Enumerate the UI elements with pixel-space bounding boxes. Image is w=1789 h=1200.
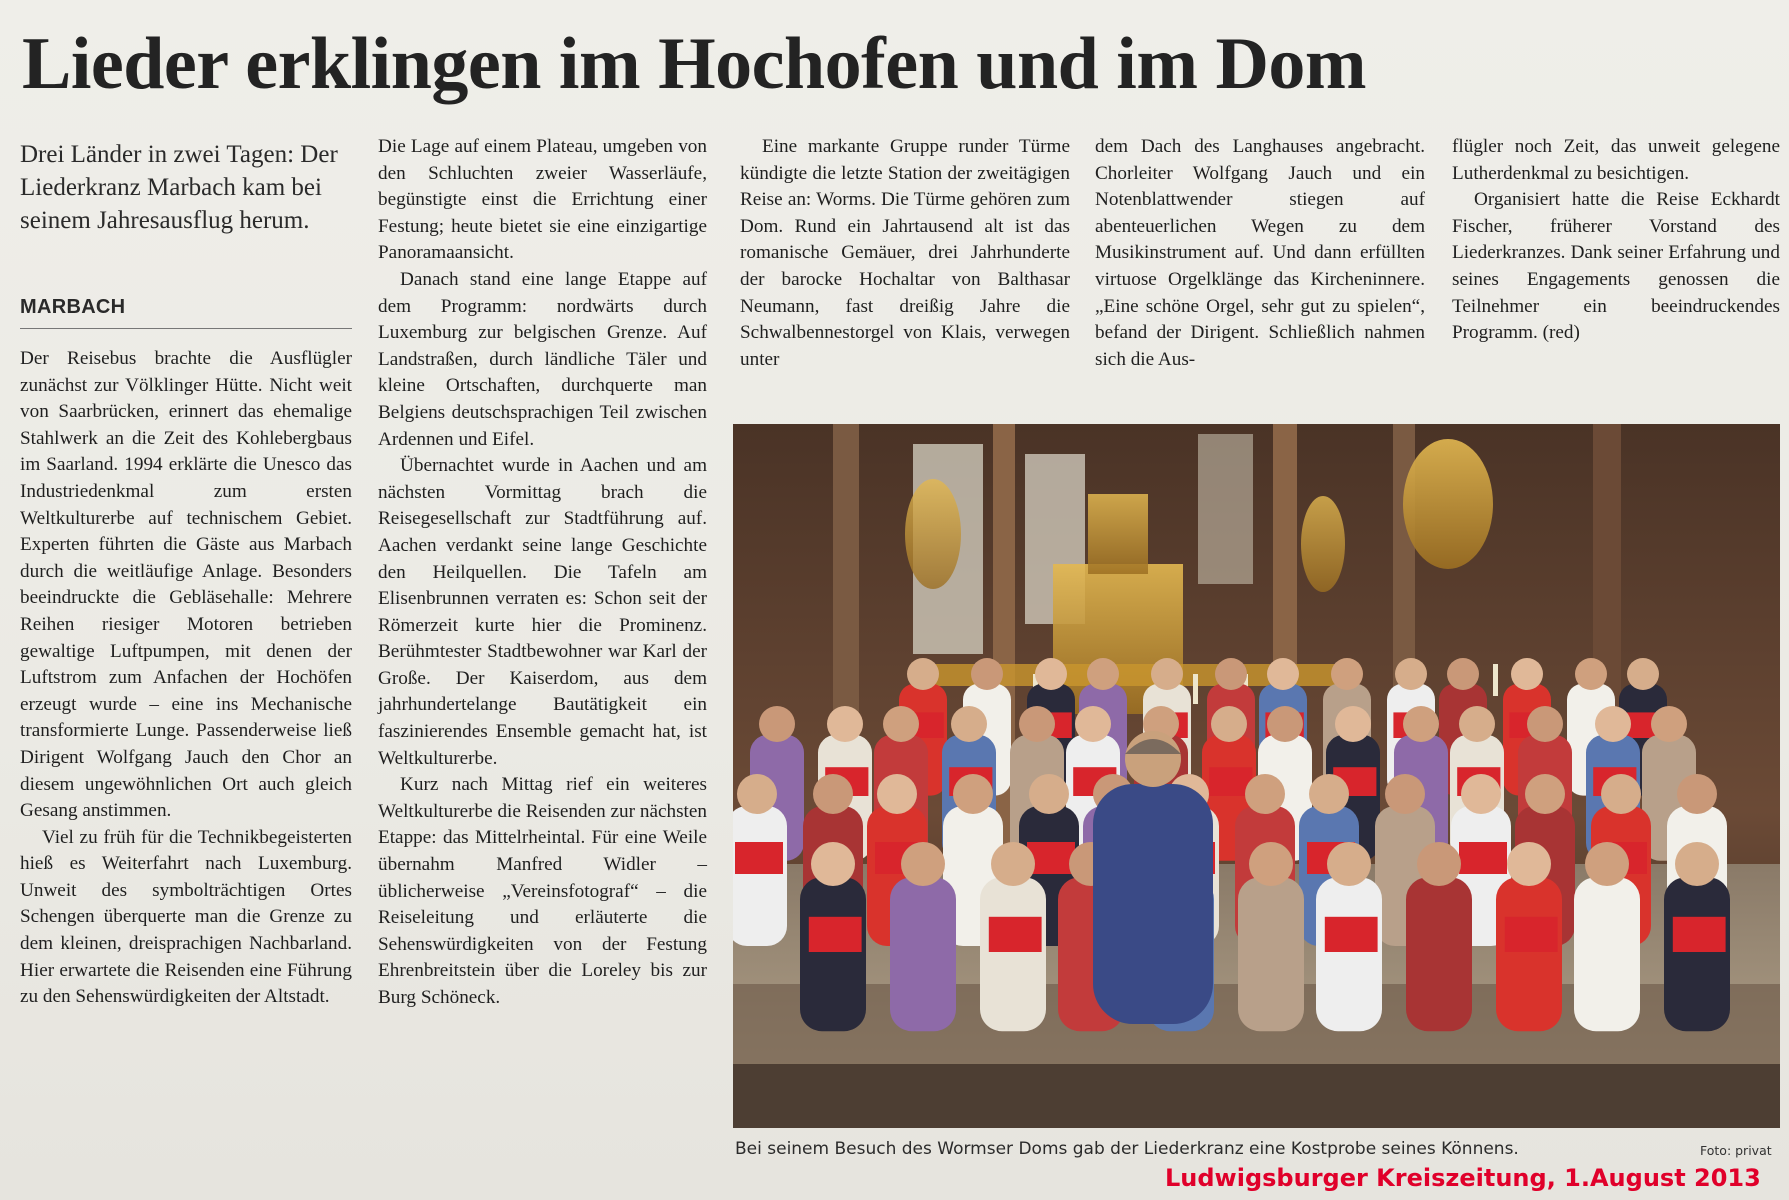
singer-head [827, 706, 863, 742]
paragraph: dem Dach des Langhauses angebracht. Chorleiter Wolfgang Jauch und ein Notenblattwender stiegen auf abenteuerlichen Wegen zu dem Musikinstrument auf. Und dann erfüllten virtuose Orgelklänge das Kircheninnere. „Eine schöne Orgel, sehr gut zu spielen“, befand der Dirigent. Schließlich nahmen sich die Aus- [1095, 136, 1425, 370]
singer-head [1267, 658, 1299, 690]
singer-head [811, 842, 855, 886]
singer-head [813, 774, 853, 814]
singer-body [1316, 877, 1382, 1031]
dateline: MARBACH [20, 296, 126, 318]
singer-head [1335, 706, 1371, 742]
singer-head [877, 774, 917, 814]
singer-head [1575, 658, 1607, 690]
singer-head [1327, 842, 1371, 886]
singer-head [1309, 774, 1349, 814]
singer-head [1511, 658, 1543, 690]
singer-body [890, 877, 956, 1031]
paragraph: flügler noch Zeit, das unweit gelegene Lutherdenkmal zu besichtigen. [1452, 136, 1780, 184]
songbook [1673, 917, 1726, 952]
singer-head [1651, 706, 1687, 742]
singer-head [1075, 706, 1111, 742]
singer-head [1627, 658, 1659, 690]
singer-head [1677, 774, 1717, 814]
singer-head [1211, 706, 1247, 742]
singer-head [1395, 658, 1427, 690]
source-stamp: Ludwigsburger Kreiszeitung, 1.August 2013 [1165, 1164, 1761, 1192]
text-column-2 [378, 134, 707, 1012]
singer-head [953, 774, 993, 814]
singer-head [1525, 774, 1565, 814]
singer-head [951, 706, 987, 742]
singer-head [1035, 658, 1067, 690]
songbook [989, 917, 1042, 952]
singer-head [1215, 658, 1247, 690]
singer-head [1461, 774, 1501, 814]
paragraph: Danach stand eine lange Etappe auf dem Programm: nordwärts durch Luxemburg zur belgischen Grenze. Auf Landstraßen, durch ländliche Täler und kleine Ortschaften, durchquerte man Belgiens deutschsprachigen Teil zwischen Ardennen und Eifel. [378, 268, 707, 450]
paragraph: Übernachtet wurde in Aachen und am nächsten Vormittag brach die Reisegesellschaft zur Stadtführung auf. Aachen verdankt seine lange Geschichte den Heilquellen. Die Tafeln am Elisenbrunnen verraten es: Schon seit der Römerzeit kurte hier die Prominenz. Berühmtester Stadtbewohner war Karl der Große. Der Kaiserdom, aus dem jahrhundertelange Bautätigkeit ein faszinierendes Ensemble gemacht hat, ist Weltkulturerbe. [378, 455, 707, 769]
singer-head [1527, 706, 1563, 742]
singer-head [1447, 658, 1479, 690]
singer-head [1417, 842, 1461, 886]
singer-body [733, 806, 787, 946]
singer-head [907, 658, 939, 690]
choir-in-cathedral-illustration [733, 424, 1780, 1128]
paragraph: Die Lage auf einem Plateau, umgeben von den Schluchten zweier Wasserläufe, begünstigte einst die Errichtung einer Festung; heute bietet sie eine einzigartige Panoramaansicht. [378, 136, 707, 264]
paragraph: Kurz nach Mittag rief ein weiteres Weltkulturerbe die Reisenden zur nächsten Etappe: das Mittelrheintal. Für eine Weile übernahm Manfred Widler – üblicherweise „Vereinsfotograf“ – die Reiseleitung und erläuterte die Sehenswürdigkeiten von der Festung Ehrenbreitstein über die Loreley bis zur Burg Schöneck. [378, 774, 707, 1008]
songbook [809, 917, 862, 952]
photo-caption: Bei seinem Besuch des Wormser Doms gab der Liederkranz eine Kostprobe seines Könnens. [735, 1139, 1519, 1159]
songbook [735, 842, 783, 874]
singer-head [1249, 842, 1293, 886]
singer-head [1675, 842, 1719, 886]
singer-head [1585, 842, 1629, 886]
singer-body [1664, 877, 1730, 1031]
singer-head [1403, 706, 1439, 742]
singer-head [1331, 658, 1363, 690]
singer-body [1406, 877, 1472, 1031]
singer-head [1267, 706, 1303, 742]
photo-credit: Foto: privat [1700, 1143, 1772, 1158]
paragraph: Der Reisebus brachte die Ausflügler zunächst zur Völklinger Hütte. Nicht weit von Saarbrücken, erinnert das ehemalige Stahlwerk an die Zeit des Kohlebergbaus im Saarland. 1994 erklärte die Unesco das Industriedenkmal zum ersten Weltkulturerbe auf technischem Gebiet. Experten führten die Gäste aus Marbach durch die weitläufige Anlage. Besonders beeindruckte die Gebläsehalle: Mehrere Reihen riesiger Motoren betrieben gewaltige Luftpumpen, mit denen der Luftstrom zum Anfachen der Hochöfen erzeugt wurde – eine ins Mechanische transformierte Lunge. Passenderweise ließ Dirigent Wolfgang Jauch den Chor an diesem ungewöhnlichen Ort auch gleich Gesang anstimmen. [20, 348, 352, 822]
songbook [1325, 917, 1378, 952]
text-column-1 [20, 346, 352, 1011]
text-column-5 [1452, 134, 1780, 347]
singer-head [1385, 774, 1425, 814]
singer-body [1238, 877, 1304, 1031]
paragraph: Viel zu früh für die Technikbegeisterten hieß es Weiterfahrt nach Luxemburg. Unweit des symbolträchtigen Ortes Schengen überquerte man die Grenze zu dem kleinen, dreisprachigen Nachbarland. Hier erwartete die Reisenden eine Führung zu den Sehenswürdigkeiten der Altstadt. [20, 826, 352, 1008]
singer-head [1595, 706, 1631, 742]
singer-body [980, 877, 1046, 1031]
singer-body [1574, 877, 1640, 1031]
songbook [1505, 917, 1558, 952]
singer-head [1087, 658, 1119, 690]
songbook [1459, 842, 1507, 874]
singer-head [901, 842, 945, 886]
singer-head [1507, 842, 1551, 886]
singer-head [1019, 706, 1055, 742]
singer-head [1029, 774, 1069, 814]
singer-head [1245, 774, 1285, 814]
subheadline: Drei Länder in zwei Tagen: Der Liederkranz Marbach kam bei seinem Jahresausflug herum. [20, 141, 338, 234]
dateline-rule [20, 328, 352, 329]
singer-body [1496, 877, 1562, 1031]
paragraph: Organisiert hatte die Reise Eckhardt Fischer, früherer Vorstand des Liederkranzes. Dank seiner Erfahrung und seines Engagements genossen die Teilnehmer ein beeindruckendes Programm. (red) [1452, 189, 1780, 344]
choir-photo [733, 424, 1780, 1128]
singer-head [1601, 774, 1641, 814]
singer-head [1459, 706, 1495, 742]
text-column-3 [740, 134, 1070, 373]
singer-head [1151, 658, 1183, 690]
singer-body [800, 877, 866, 1031]
singer-head [971, 658, 1003, 690]
singer-head [883, 706, 919, 742]
headline: Lieder erklingen im Hochofen und im Dom [22, 23, 1367, 105]
singer-head [759, 706, 795, 742]
text-column-4 [1095, 134, 1425, 373]
paragraph: Eine markante Gruppe runder Türme kündigte die letzte Station der zweitägigen Reise an: Worms. Die Türme gehören zum Dom. Rund ein Jahrtausend alt ist das romanische Gemäuer, drei Jahrhunderte der barocke Hochaltar von Balthasar Neumann, fast dreißig Jahre die Schwalbennestorgel von Klais, verwegen unter [740, 136, 1070, 370]
singer-head [991, 842, 1035, 886]
singer-head [737, 774, 777, 814]
